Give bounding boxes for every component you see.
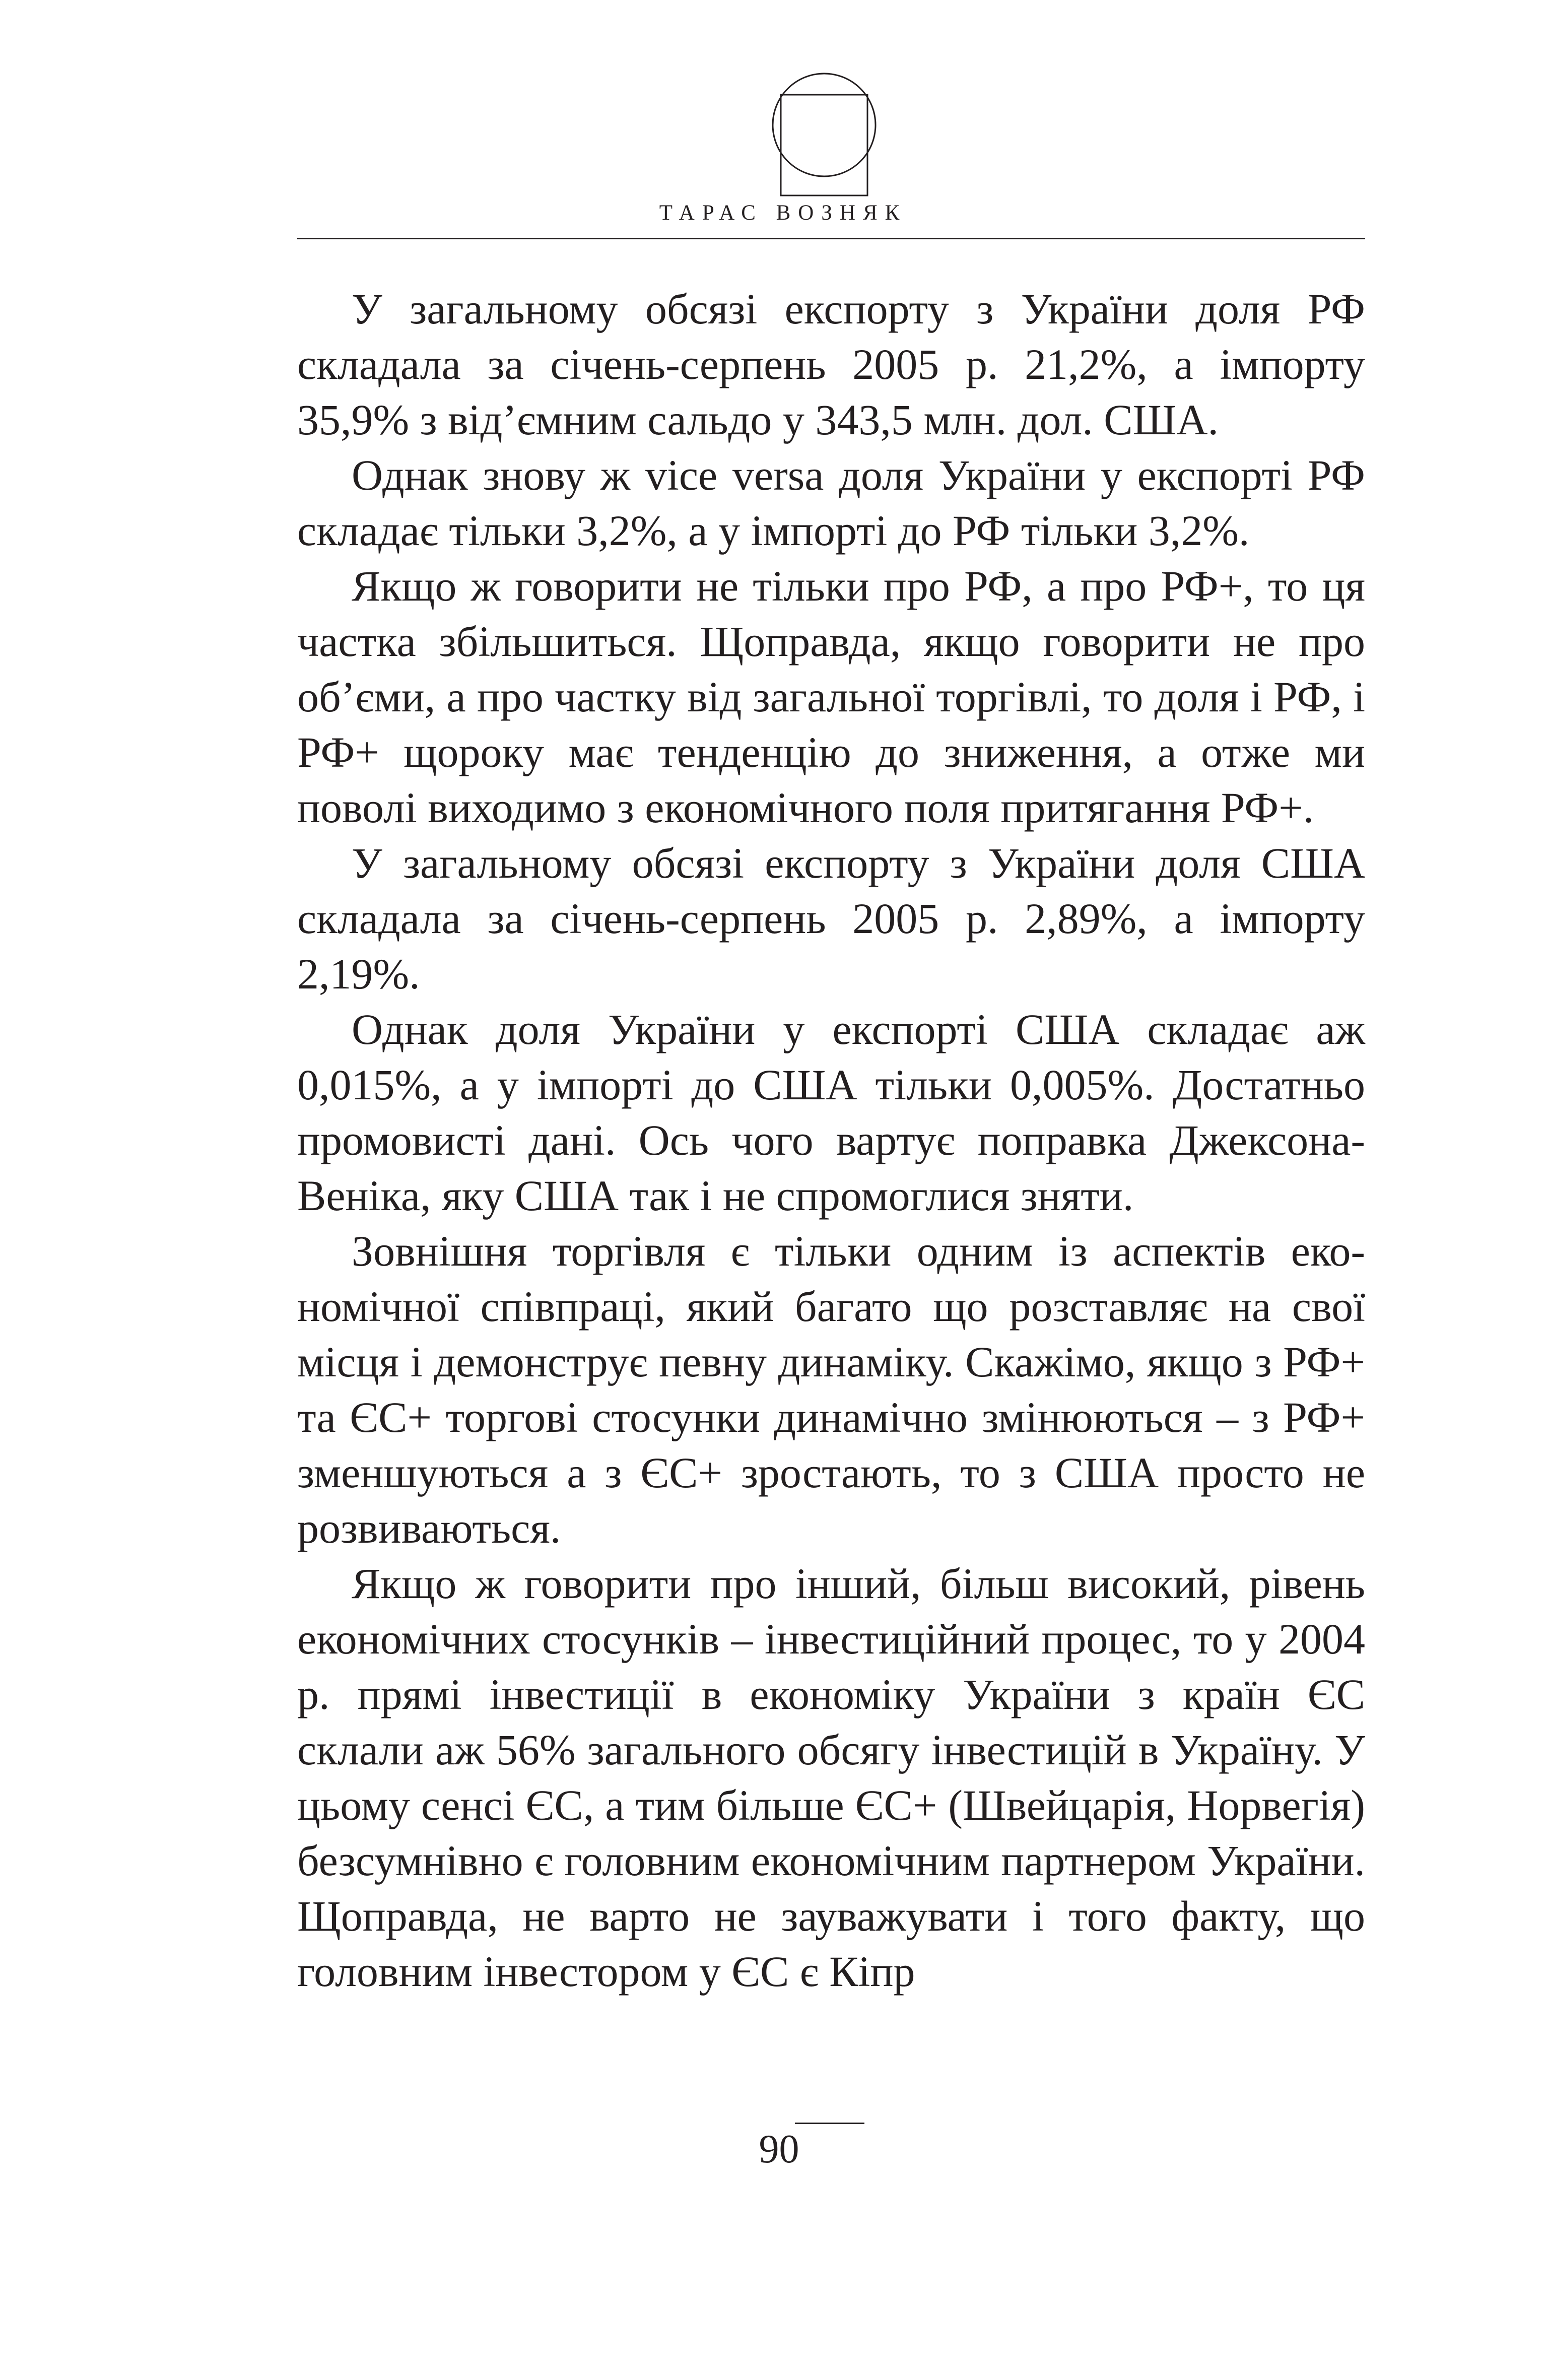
circle-square-emblem-icon [771, 72, 878, 197]
page-number: 90 [759, 2127, 799, 2171]
running-head-author: ТАРАС ВОЗНЯК [659, 201, 907, 225]
paragraph: Зовнішня торгівля є тільки одним із аспектів економічної співпраці, який багато що розставляє на свої місця і демонструє певну динаміку. Скажімо, якщо з РФ+ та ЄС+ торгові стосунки динамічно змінюються – з РФ+ зменшуються а з ЄС+ зростають, то з США просто не розвиваються. [297, 1227, 1365, 1552]
paragraph: Якщо ж говорити не тільки про РФ, а про РФ+, то ця частка збільшиться. Щоправда, якщо говорити не про об’єми, а про частку від загальної торгівлі, то доля і РФ, і РФ+ щороку має тенденцію до зниження, а отже ми поволі виходимо з економічного поля притягання РФ+. [297, 562, 1365, 832]
header-divider [297, 238, 1365, 239]
paragraph: У загальному обсязі експорту з України доля РФ складала за січень-серпень 2005 р. 21,2%, а імпорту 35,9% з від’ємним сальдо у 343,5 млн. дол. США. [297, 285, 1365, 444]
paragraph: Однак доля України у експорті США складає аж 0,015%, а у імпорті до США тільки 0,005%. Достатньо промовисті дані. Ось чого вартує поправка Джексона-Веніка, яку США так і не спромоглися зняти. [297, 1005, 1365, 1220]
paragraph: У загальному обсязі експорту з України доля США складала за січень-серпень 2005 р. 2,89%, а імпорту 2,19%. [297, 839, 1365, 998]
paragraph: Якщо ж говорити про інший, більш високий, рівень економічних стосунків – інвестиційний процес, то у 2004 р. прямі інвестиції в економіку України з країн ЄС склали аж 56% загального обсягу інвестицій в Україну. У цьому сенсі ЄС, а тим більше ЄС+ (Швейцарія, Норвегія) безсумнівно є головним економічним партнером України. Щоправда, не варто не зауважувати і того факту, що головним інвестором у ЄС є Кіпр [297, 1559, 1365, 1996]
body-text [297, 281, 1365, 1999]
paragraph: Однак знову ж vice versa доля України у експорті РФ складає тільки 3,2%, а у імпорті до РФ тільки 3,2%. [297, 451, 1365, 555]
